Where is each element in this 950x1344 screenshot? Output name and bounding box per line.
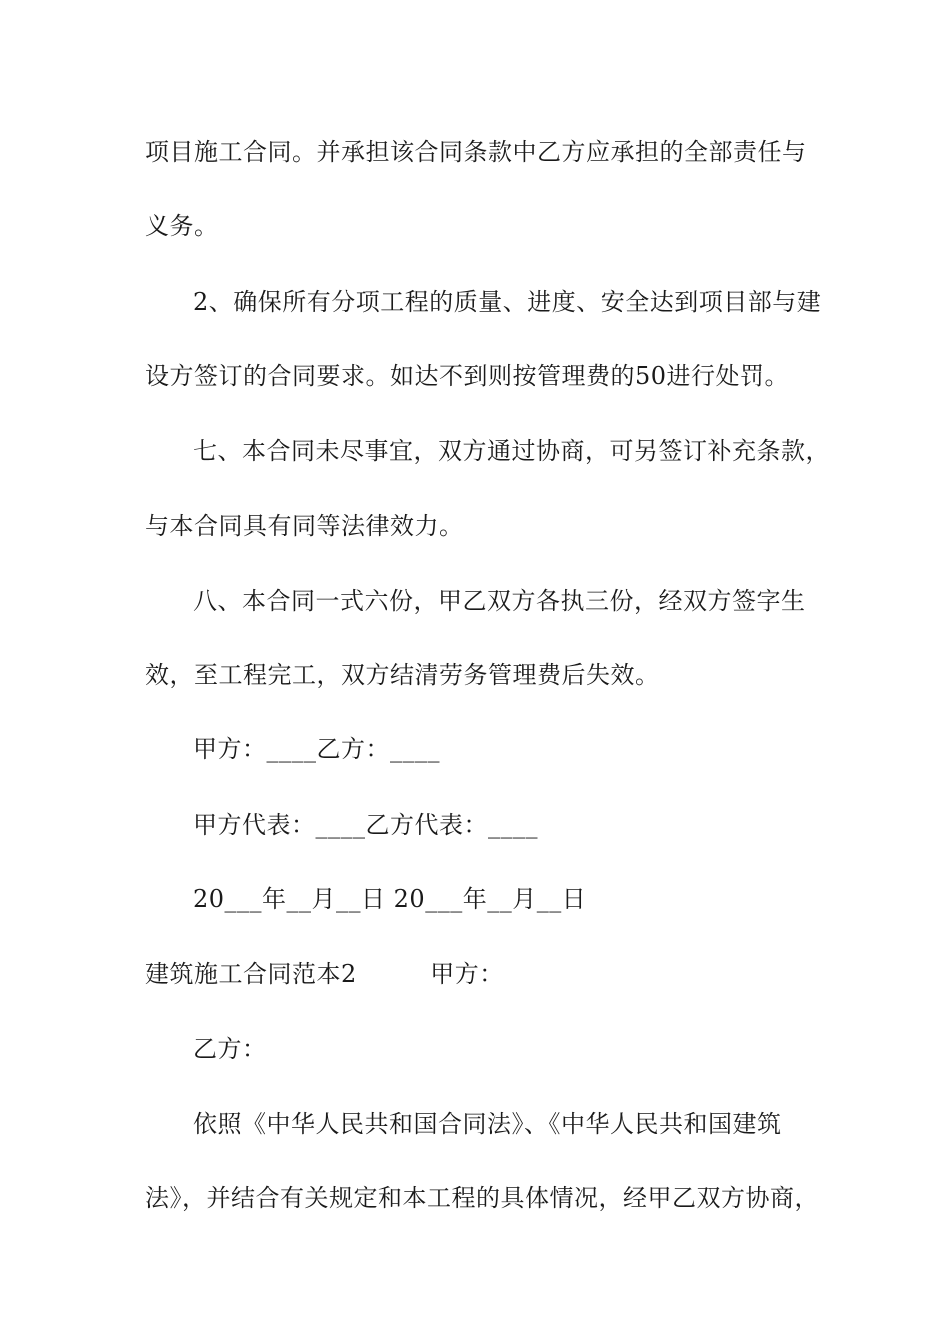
text-line-4: 设方签订的合同要求。如达不到则按管理费的50进行处罚。 [145, 362, 790, 390]
text-line-14: 依照《中华人民共和国合同法》、《中华人民共和国建筑 [193, 1110, 782, 1138]
text-line-7: 八、本合同一式六份，甲乙双方各执三份，经双方签字生 [193, 587, 806, 615]
text-line-2: 义务。 [145, 212, 219, 240]
text-line-1: 项目施工合同。并承担该合同条款中乙方应承担的全部责任与 [145, 138, 807, 166]
text-line-3: 2、确保所有分项工程的质量、进度、安全达到项目部与建 [193, 288, 822, 316]
signature-party-line: 甲方：____乙方：____ [193, 735, 440, 763]
text-line-15: 法》，并结合有关规定和本工程的具体情况，经甲乙双方协商， [145, 1184, 819, 1212]
text-line-8: 效，至工程完工，双方结清劳务管理费后失效。 [145, 661, 660, 689]
party-b-line: 乙方： [193, 1035, 267, 1063]
signature-representative-line: 甲方代表：____乙方代表：____ [193, 811, 538, 839]
signature-date-line: 20___年__月__日 20___年__月__日 [193, 885, 587, 913]
text-line-6: 与本合同具有同等法律效力。 [145, 512, 464, 540]
contract-title-line: 建筑施工合同范本2 甲方： [145, 960, 504, 988]
text-line-5: 七、本合同未尽事宜，双方通过协商，可另签订补充条款， [193, 437, 830, 465]
